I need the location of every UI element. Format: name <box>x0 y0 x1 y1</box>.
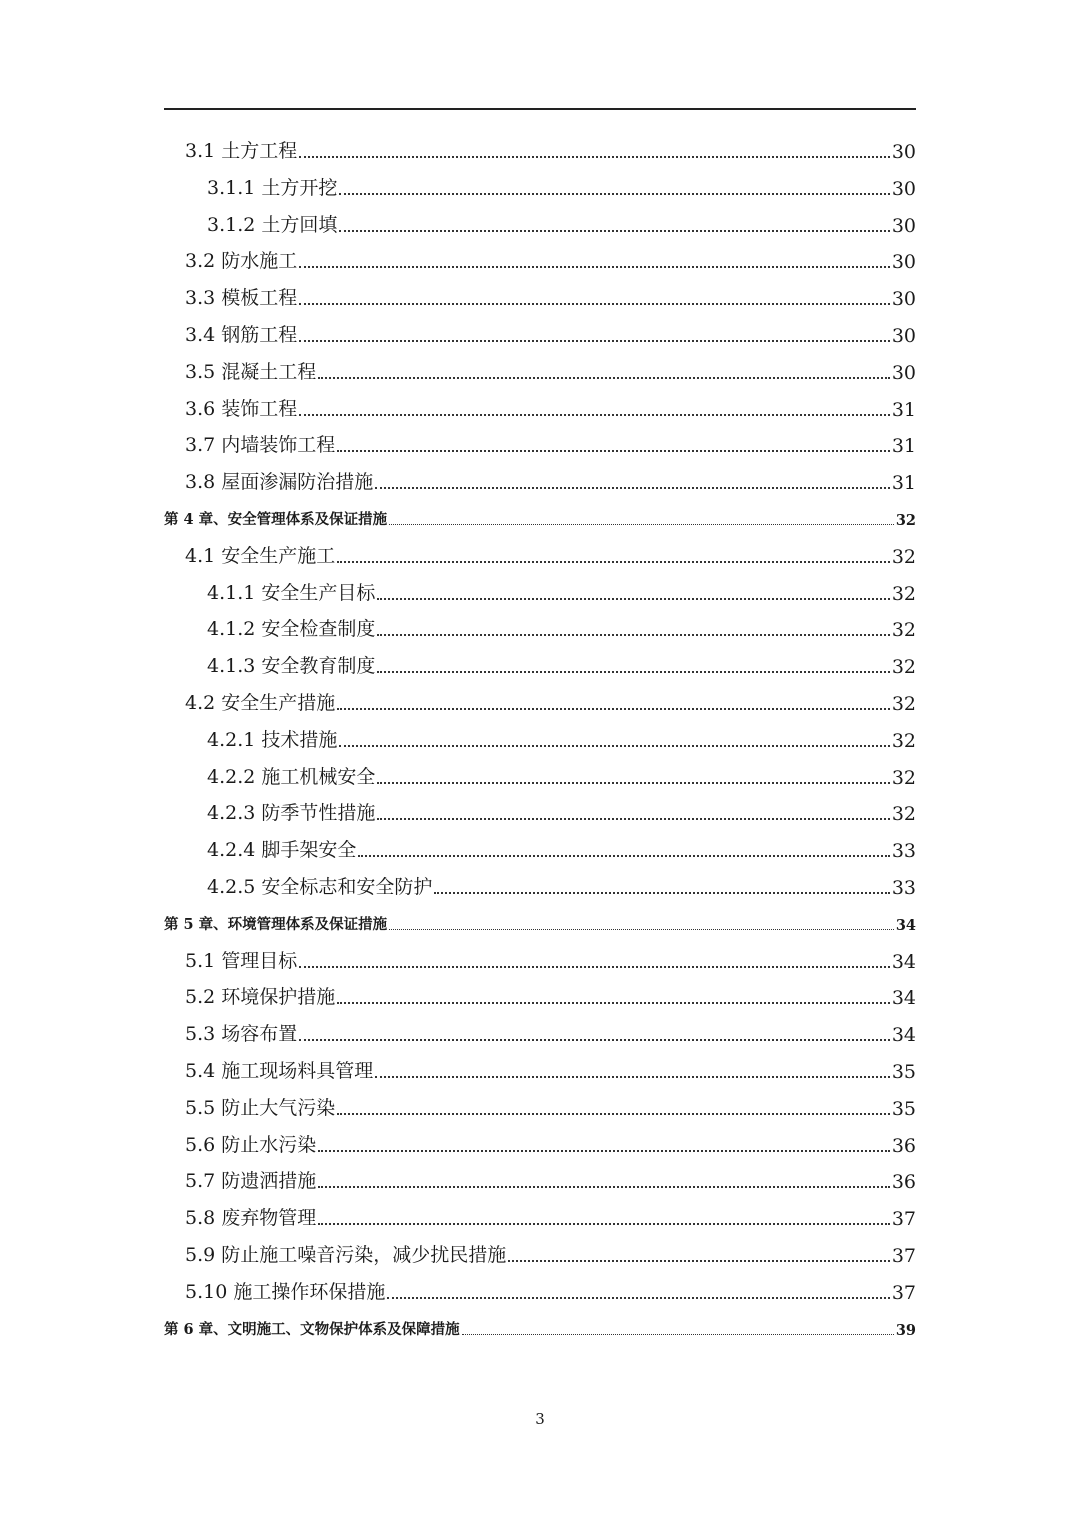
toc-entry-page: 34 <box>891 987 916 1010</box>
toc-entry[interactable] <box>0 941 916 977</box>
toc-dot-leader <box>318 1150 890 1152</box>
toc-dot-leader <box>358 855 889 857</box>
toc-dot-leader <box>318 1186 890 1188</box>
toc-entry[interactable] <box>0 573 916 609</box>
toc-entry-label: 5.10 施工操作环保措施 <box>185 1280 386 1303</box>
toc-entry-page: 31 <box>891 472 916 495</box>
toc-entry-label: 5.3 场容布置 <box>185 1023 298 1046</box>
toc-dot-leader <box>377 634 889 636</box>
toc-dot-leader <box>337 1002 890 1004</box>
toc-dot-leader <box>377 671 889 673</box>
toc-entry-label: 3.1.2 土方回填 <box>207 213 338 236</box>
toc-entry-label: 3.6 装饰工程 <box>185 397 298 420</box>
toc-entry-page: 32 <box>891 766 916 789</box>
toc-dot-leader <box>387 1297 889 1299</box>
toc-entry[interactable] <box>0 720 916 756</box>
toc-entry-label: 4.2.5 安全标志和安全防护 <box>207 876 433 898</box>
toc-entry-page: 37 <box>891 1245 916 1267</box>
toc-entry[interactable] <box>0 867 916 903</box>
toc-entry-page: 33 <box>891 877 916 899</box>
toc-entry-label: 3.2 防水施工 <box>185 250 298 273</box>
toc-entry-label: 5.7 防遗洒措施 <box>185 1170 317 1193</box>
toc-entry-page: 35 <box>891 1061 916 1083</box>
toc-dot-leader <box>299 414 890 416</box>
toc-entry-page: 30 <box>891 361 916 384</box>
page-number: 3 <box>535 1410 545 1428</box>
toc-dot-leader <box>337 1113 890 1115</box>
toc-entry[interactable] <box>0 205 916 241</box>
toc-entry-page: 37 <box>891 1208 916 1231</box>
toc-entry[interactable] <box>0 977 916 1013</box>
toc-entry-label: 3.8 屋面渗漏防治措施 <box>185 471 374 494</box>
toc-entry-label: 第 4 章、安全管理体系及保证措施 <box>164 511 388 528</box>
toc-dot-leader <box>339 230 889 232</box>
toc-entry[interactable] <box>0 1272 916 1308</box>
toc-entry-label: 4.2.2 施工机械安全 <box>207 765 376 788</box>
toc-entry[interactable] <box>0 757 916 793</box>
toc-entry-page: 32 <box>891 656 916 679</box>
toc-entry-label: 5.2 环境保护措施 <box>185 986 336 1009</box>
toc-entry-page: 32 <box>891 803 916 826</box>
toc-dot-leader <box>299 303 890 305</box>
toc-entry[interactable] <box>0 646 916 682</box>
toc-entry-label: 4.1.3 安全教育制度 <box>207 655 376 678</box>
toc-entry-label: 4.1.1 安全生产目标 <box>207 581 376 604</box>
toc-entry-page: 32 <box>891 619 916 642</box>
toc-entry-page: 30 <box>891 141 916 163</box>
toc-dot-leader <box>339 745 889 747</box>
toc-dot-leader <box>318 1223 890 1225</box>
toc-entry[interactable] <box>0 168 916 204</box>
toc-dot-leader <box>318 377 890 379</box>
toc-entry[interactable] <box>0 1125 916 1161</box>
toc-dot-leader <box>389 524 894 525</box>
toc-entry-label: 5.8 废弃物管理 <box>185 1207 317 1230</box>
toc-entry[interactable] <box>0 462 916 498</box>
toc-entry[interactable] <box>0 425 916 461</box>
toc-dot-leader <box>299 1039 890 1041</box>
toc-dot-leader <box>377 782 889 784</box>
toc-entry-page: 39 <box>895 1321 916 1339</box>
toc-chapter-entry[interactable] <box>0 503 916 533</box>
toc-entry-label: 3.1.1 土方开挖 <box>207 176 338 199</box>
toc-entry-label: 4.2 安全生产措施 <box>185 692 336 714</box>
toc-dot-leader <box>337 561 890 563</box>
toc-entry-page: 34 <box>895 916 916 934</box>
toc-entry-page: 33 <box>891 840 916 863</box>
toc-entry-label: 4.1.2 安全检查制度 <box>207 618 376 641</box>
toc-entry-page: 30 <box>891 214 916 237</box>
toc-entry-label: 4.2.3 防季节性措施 <box>207 802 376 825</box>
toc-entry-label: 第 6 章、文明施工、文物保护体系及保障措施 <box>164 1320 460 1338</box>
toc-entry-page: 32 <box>891 582 916 605</box>
toc-entry-label: 3.1 土方工程 <box>185 140 298 162</box>
toc-entry[interactable] <box>0 131 916 167</box>
toc-entry[interactable] <box>0 315 916 351</box>
toc-entry-label: 4.2.4 脚手架安全 <box>207 839 357 862</box>
toc-dot-leader <box>462 1334 894 1335</box>
toc-entry-page: 34 <box>891 1024 916 1047</box>
toc-entry[interactable] <box>0 793 916 829</box>
toc-entry-page: 37 <box>891 1281 916 1304</box>
toc-entry[interactable] <box>0 1235 916 1271</box>
toc-dot-leader <box>339 193 889 195</box>
toc-dot-leader <box>375 1076 890 1078</box>
toc-entry[interactable] <box>0 389 916 425</box>
toc-entry-page: 30 <box>891 251 916 274</box>
toc-entry-page: 30 <box>891 325 916 347</box>
toc-dot-leader <box>377 818 889 820</box>
toc-dot-leader <box>377 598 889 600</box>
toc-entry[interactable] <box>0 1088 916 1124</box>
toc-entry-page: 30 <box>891 177 916 200</box>
toc-dot-leader <box>375 487 890 489</box>
toc-entry-page: 35 <box>891 1097 916 1120</box>
toc-entry-page: 31 <box>891 435 916 458</box>
toc-entry-label: 3.4 钢筋工程 <box>185 324 298 346</box>
toc-chapter-entry[interactable] <box>0 1313 916 1343</box>
toc-entry[interactable] <box>0 1051 916 1087</box>
toc-dot-leader <box>299 340 890 342</box>
toc-entry-label: 5.6 防止水污染 <box>185 1133 317 1156</box>
toc-dot-leader <box>299 266 890 268</box>
toc-entry-label: 3.5 混凝土工程 <box>185 360 317 383</box>
toc-entry-page: 36 <box>891 1134 916 1157</box>
toc-entry-page: 30 <box>891 288 916 311</box>
toc-entry-label: 5.5 防止大气污染 <box>185 1096 336 1119</box>
toc-dot-leader <box>299 156 890 158</box>
toc-entry[interactable] <box>0 1161 916 1197</box>
toc-dot-leader <box>337 708 890 710</box>
toc-entry-page: 36 <box>891 1171 916 1194</box>
toc-entry-label: 第 5 章、环境管理体系及保证措施 <box>164 915 388 933</box>
toc-entry[interactable] <box>0 241 916 277</box>
header-rule <box>164 108 916 110</box>
toc-entry-label: 4.2.1 技术措施 <box>207 728 338 751</box>
toc-entry-label: 3.7 内墙装饰工程 <box>185 434 336 457</box>
toc-entry[interactable] <box>0 1014 916 1050</box>
toc-dot-leader <box>508 1260 890 1262</box>
toc-chapter-entry[interactable] <box>0 908 916 938</box>
toc-entry-page: 32 <box>895 512 916 529</box>
toc-entry[interactable] <box>0 1198 916 1234</box>
toc-dot-leader <box>389 929 894 930</box>
toc-entry[interactable] <box>0 352 916 388</box>
toc-entry-label: 4.1 安全生产施工 <box>185 544 336 567</box>
toc-entry-page: 32 <box>891 545 916 568</box>
toc-entry-label: 5.1 管理目标 <box>185 949 298 972</box>
toc-entry[interactable] <box>0 536 916 572</box>
toc-entry-label: 5.4 施工现场料具管理 <box>185 1060 374 1082</box>
toc-entry-label: 3.3 模板工程 <box>185 287 298 310</box>
toc-entry[interactable] <box>0 609 916 645</box>
toc-entry[interactable] <box>0 278 916 314</box>
toc-entry-page: 34 <box>891 950 916 973</box>
toc-entry-page: 31 <box>891 398 916 421</box>
toc-dot-leader <box>434 892 889 894</box>
toc-entry[interactable] <box>0 683 916 719</box>
toc-entry-page: 32 <box>891 693 916 715</box>
toc-entry-label: 5.9 防止施工噪音污染，减少扰民措施 <box>185 1244 507 1266</box>
toc-dot-leader <box>299 966 890 968</box>
toc-entry[interactable] <box>0 830 916 866</box>
toc-dot-leader <box>337 450 890 452</box>
toc-entry-page: 32 <box>891 729 916 752</box>
